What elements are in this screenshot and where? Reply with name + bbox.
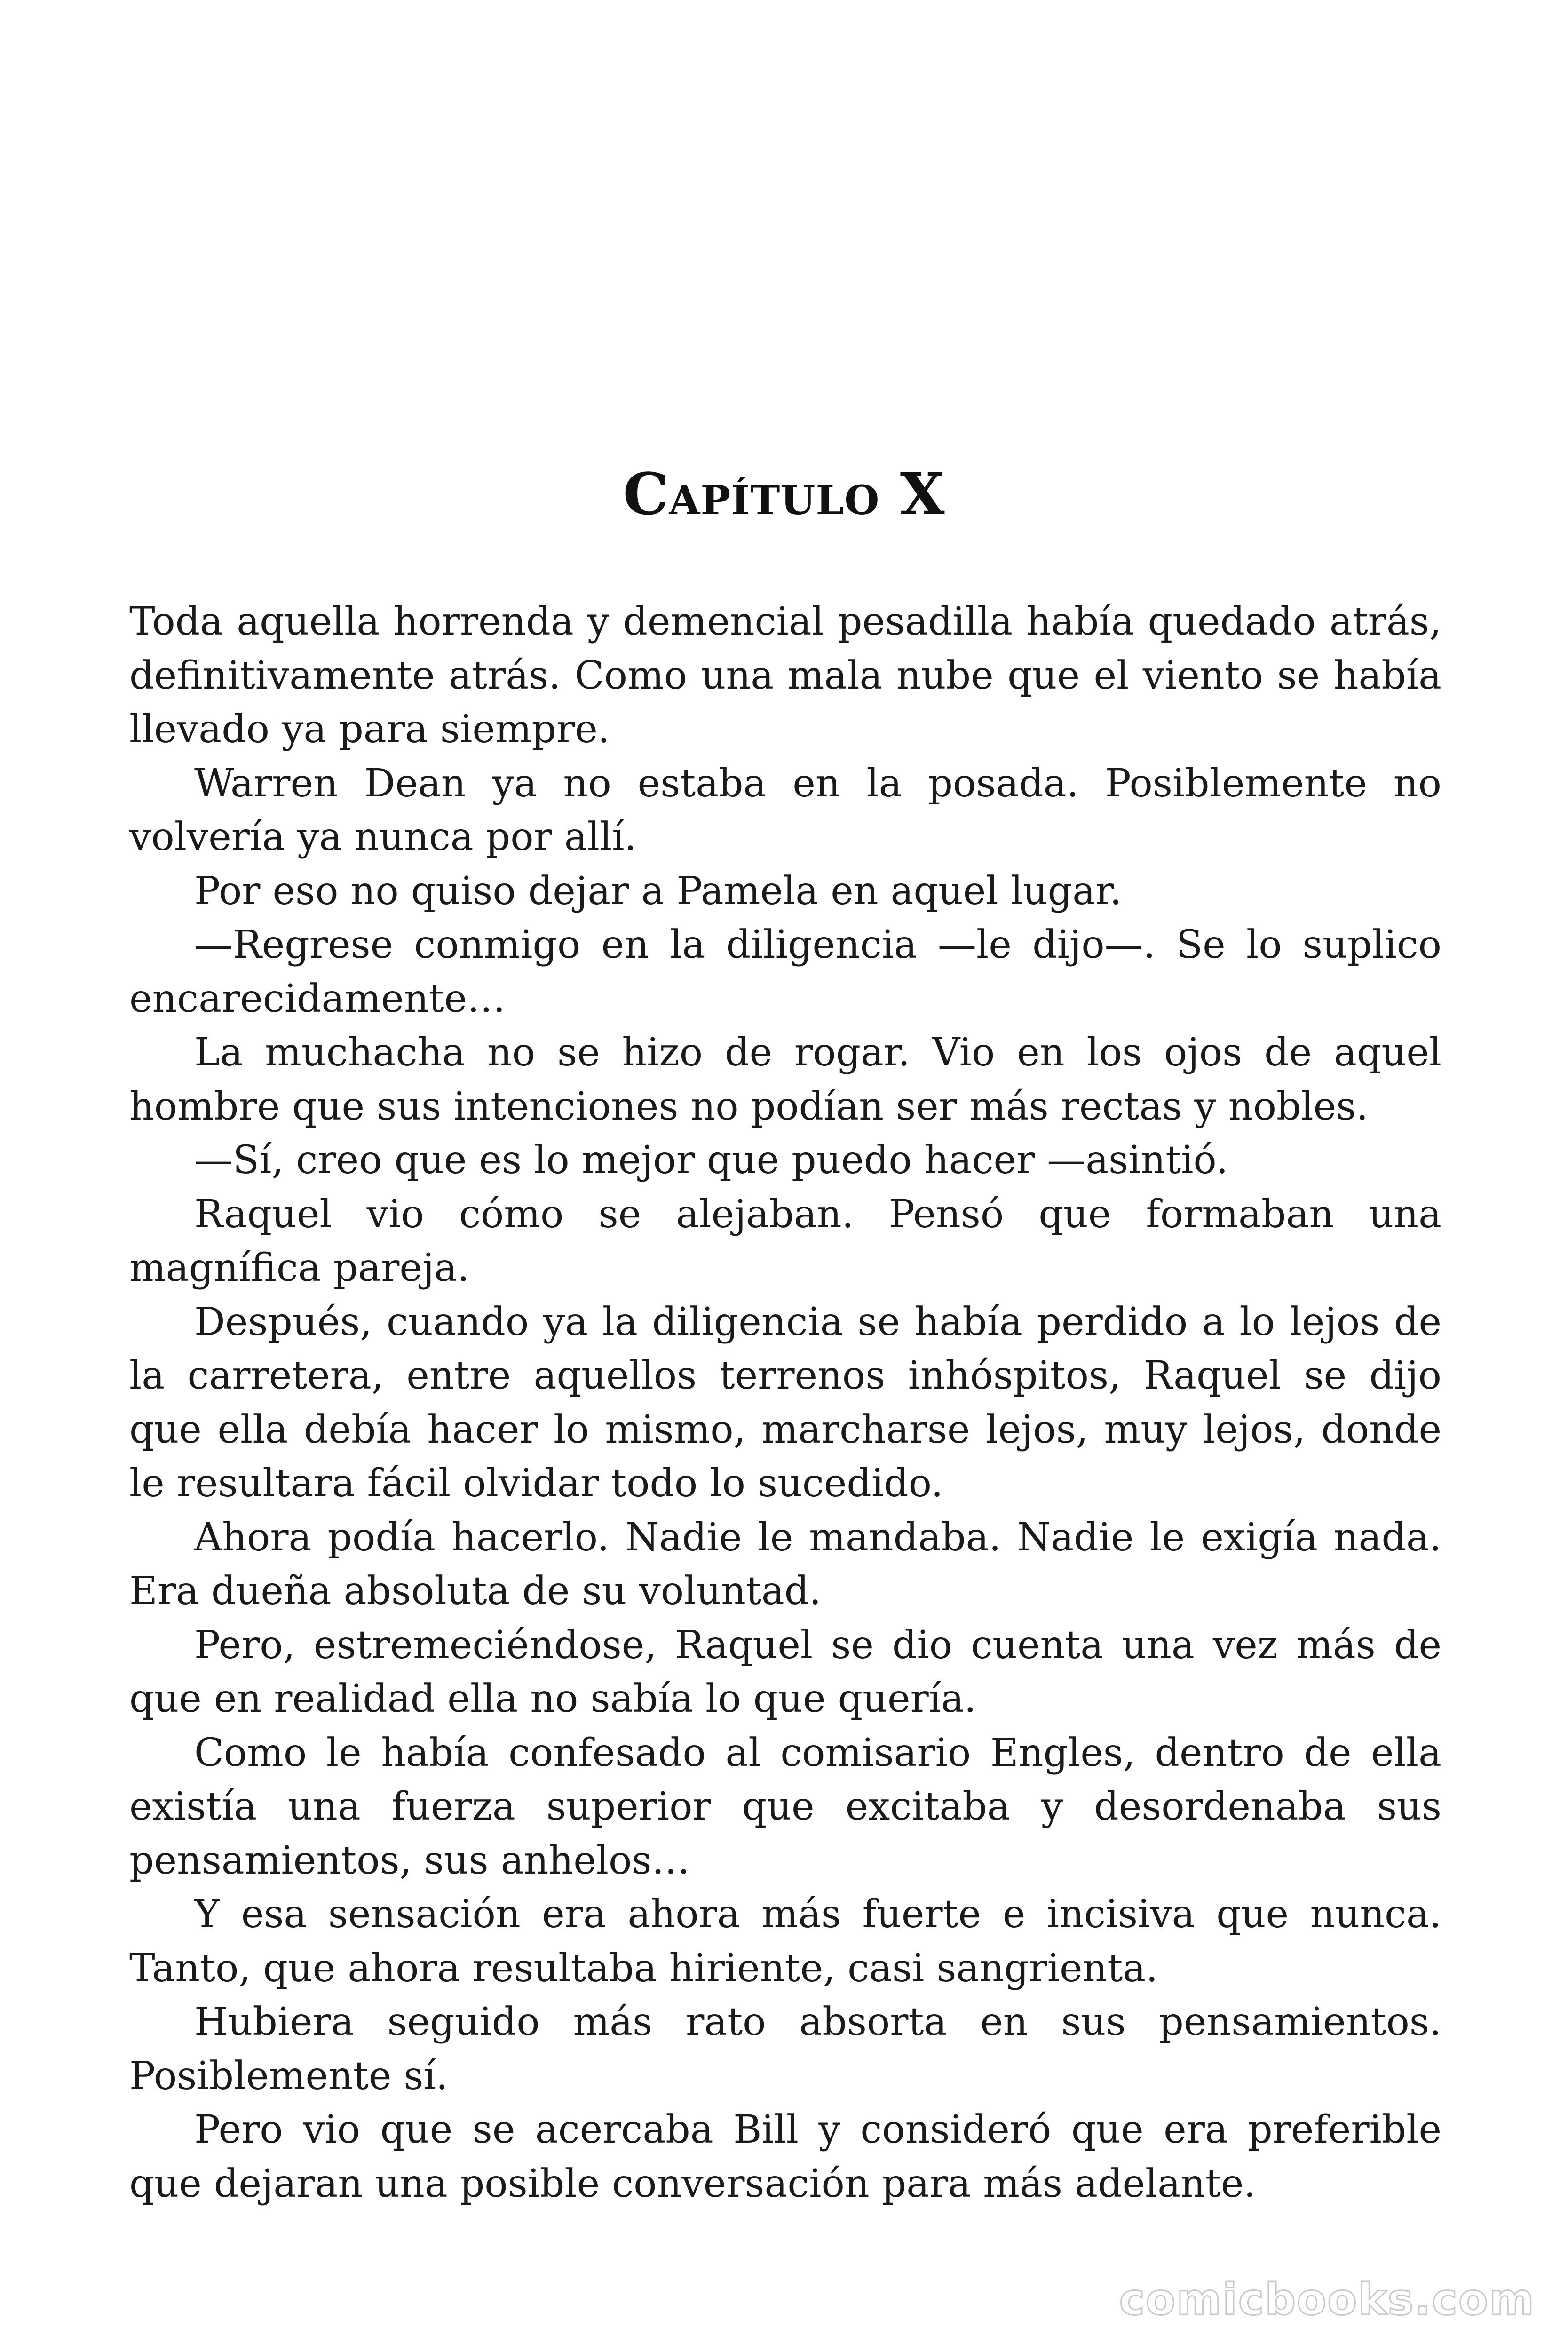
paragraph: Hubiera seguido más rato absorta en sus pensamientos. Posiblemente sí. bbox=[129, 2000, 1441, 2098]
paragraph: Como le había confesado al comisario Engles, dentro de ella existía una fuerza superior que excitaba y desordenaba sus pensamientos, sus anhelos… bbox=[129, 1730, 1441, 1883]
chapter-number: X bbox=[900, 460, 945, 528]
chapter-title bbox=[0, 459, 1568, 529]
paragraph: Pero vio que se acercaba Bill y consideró que era preferible que dejaran una posible conversación para más adelante. bbox=[129, 2107, 1441, 2206]
site-watermark: comicbooks.com bbox=[1119, 2274, 1535, 2325]
paragraph: Después, cuando ya la diligencia se había perdido a lo lejos de la carretera, entre aquellos terrenos inhóspitos, Raquel se dijo que ella debía hacer lo mismo, marcharse lejos, muy lejos, donde le resultara fácil olvidar todo lo sucedido. bbox=[129, 1299, 1441, 1506]
paragraph: Warren Dean ya no estaba en la posada. Posiblemente no volvería ya nunca por allí. bbox=[129, 761, 1441, 859]
paragraph: —Regrese conmigo en la diligencia —le dijo—. Se lo suplico encarecidamente… bbox=[129, 922, 1441, 1021]
paragraph: La muchacha no se hizo de rogar. Vio en los ojos de aquel hombre que sus intenciones no podían ser más rectas y nobles. bbox=[129, 1030, 1441, 1129]
paragraph: Y esa sensación era ahora más fuerte e incisiva que nunca. Tanto, que ahora resultaba hiriente, casi sangrienta. bbox=[129, 1892, 1441, 1991]
paragraph: Toda aquella horrenda y demencial pesadilla había quedado atrás, definitivamente atrás. Como una mala nube que el viento se había llevado ya para siempre. bbox=[129, 599, 1441, 752]
paragraph: —Sí, creo que es lo mejor que puedo hacer —asintió. bbox=[194, 1138, 1228, 1183]
paragraph: Raquel vio cómo se alejaban. Pensó que formaban una magnífica pareja. bbox=[129, 1192, 1441, 1290]
chapter-title-word: Capítulo bbox=[623, 460, 880, 528]
paragraph: Pero, estremeciéndose, Raquel se dio cuenta una vez más de que en realidad ella no sabía lo que quería. bbox=[129, 1622, 1441, 1721]
chapter-body bbox=[129, 595, 1441, 2211]
paragraph: Por eso no quiso dejar a Pamela en aquel lugar. bbox=[194, 868, 1122, 914]
paragraph: Ahora podía hacerlo. Nadie le mandaba. Nadie le exigía nada. Era dueña absoluta de su voluntad. bbox=[129, 1515, 1441, 1613]
